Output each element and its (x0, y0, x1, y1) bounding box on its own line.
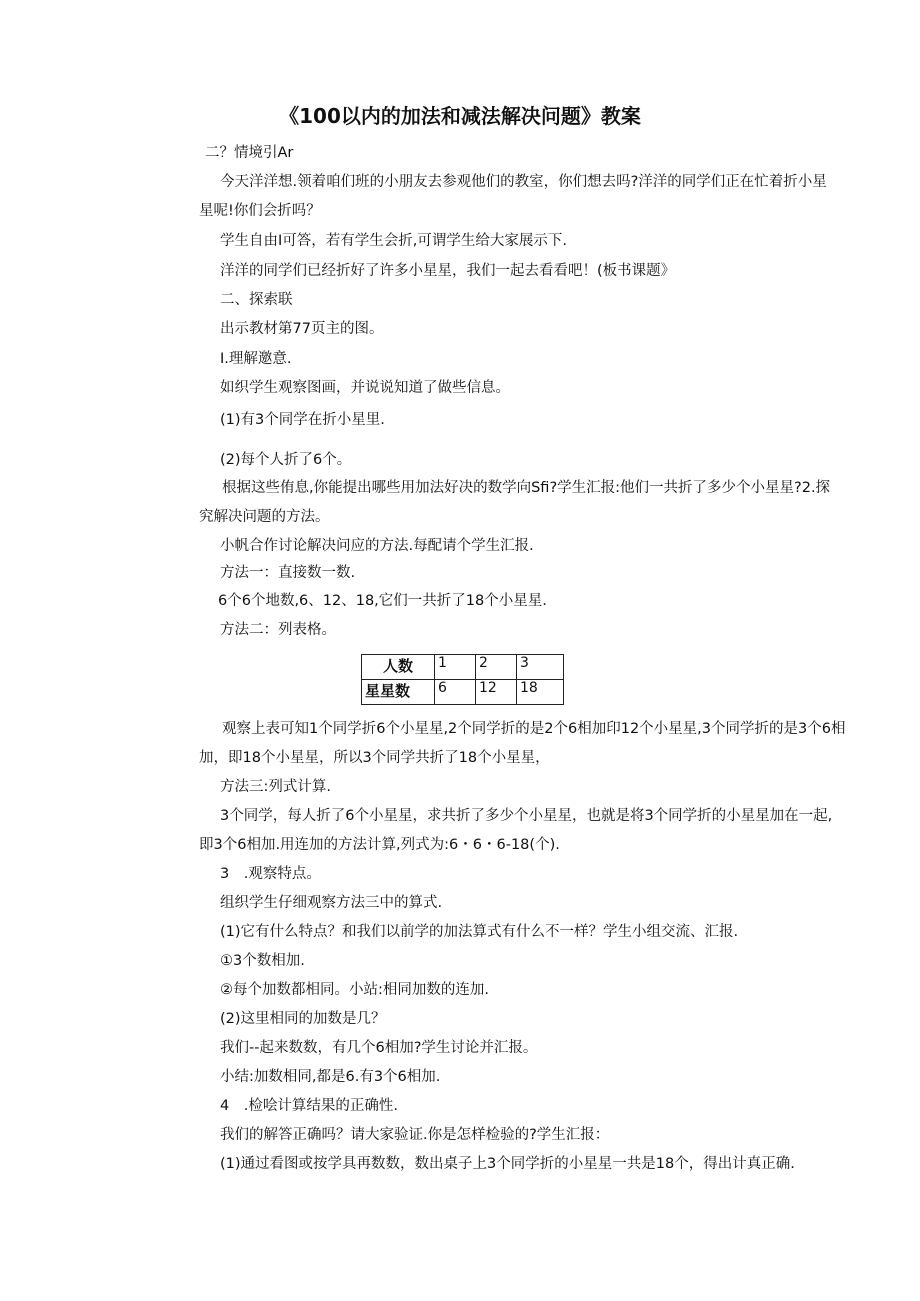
paragraph-line: 3个同学，每人折了6个小星星，求共折了多少个小星星，也就是将3个同学折的小星星加在一起, (220, 808, 833, 824)
paragraph-line: 小帆合作讨论解决问应的方法.每配请个学生汇报. (220, 538, 534, 554)
paragraph-line: 洋洋的同学们已经折好了许多小星星，我们一起去看看吧！(板书课题》 (220, 263, 676, 279)
method-heading: 方法三:列式计算. (220, 779, 331, 795)
list-item: (2)这里相同的加数是几？ (220, 1011, 386, 1027)
paragraph-line: 星呢!你们会折吗？ (199, 203, 321, 219)
section-heading-intro: 二？情境引Ar (205, 145, 294, 161)
document-title: 《100以内的加法和减法解决问题》教案 (279, 104, 641, 128)
paragraph-line: 即3个6相加.用连加的方法计算,列式为:6・6・6-18(个). (199, 837, 560, 853)
paragraph-line: 观察上表可知1个同学折6个小星星,2个同学折的是2个6相加印12个小星星,3个同学折的是3个6相 (222, 721, 846, 737)
table-header-cell: 星星数 (362, 680, 435, 705)
paragraph-line: 加，即18个小星星，所以3个同学共折了18个小星星， (199, 750, 550, 766)
paragraph-line: 6个6个地数,6、12、18,它们一共折了18个小星星. (218, 593, 547, 609)
paragraph-line: 根据这些侑息,你能提出哪些用加法好决的数学向Sfi?学生汇报:他们一共折了多少个小星星?2.探 (222, 480, 831, 496)
paragraph-line: 我们--起来数数，有几个6相加?学生讨论并汇报。 (220, 1040, 538, 1056)
paragraph-line: 我们的解答正确吗？请大家验证.你是怎样检验的?学生汇报： (220, 1127, 610, 1143)
list-item: (1)有3个同学在折小星里. (220, 412, 385, 428)
table-cell: 6 (435, 680, 476, 705)
paragraph-line: 学生自由I可答，若有学生会折,可谓学生给大家展示下. (220, 233, 567, 249)
table-header-cell: 人数 (362, 655, 435, 680)
step-heading: 4 .检哙计算结果的正确性. (220, 1098, 398, 1114)
section-heading-explore: 二、探索联 (220, 292, 293, 308)
paragraph-line: 出示教材第77页主的图。 (220, 321, 384, 337)
paragraph-line: 小结:加数相同,都是6.有3个6相加. (220, 1069, 441, 1085)
method-heading: 方法一：直接数一数. (220, 565, 356, 581)
list-item: ①3个数相加. (220, 953, 305, 969)
step-heading: I.理解邀意. (220, 351, 292, 367)
paragraph-line: 如织学生观察图画，并说说知道了做些信息。 (220, 380, 510, 396)
paragraph-line: 今天洋洋想.领着咱们班的小朋友去参观他们的教室，你们想去吗?洋洋的同学们正在忙着折小星 (220, 174, 827, 190)
method-heading: 方法二：列表格。 (220, 622, 336, 638)
table-cell: 2 (476, 655, 517, 680)
list-item: (1)通过看图或按学具再数数，数出桌子上3个同学折的小星星一共是18个，得出计真正确. (220, 1156, 795, 1172)
table-cell: 3 (517, 655, 564, 680)
table-row (362, 655, 564, 680)
list-item: ②每个加数都相同。小站:相同加数的连加. (220, 982, 489, 998)
step-heading: 3 .观察特点。 (220, 866, 321, 882)
paragraph-line: 组织学生仔细观察方法三中的算式. (220, 895, 443, 911)
list-item: (2)每个人折了6个。 (220, 452, 352, 468)
paragraph-line: 究解决问题的方法。 (199, 509, 330, 525)
list-item: (1)它有什么特点？和我们以前学的加法算式有什么不一样？学生小组交流、汇报. (220, 924, 739, 940)
table-cell: 18 (517, 680, 564, 705)
table-cell: 1 (435, 655, 476, 680)
stars-table (361, 654, 564, 705)
table-cell: 12 (476, 680, 517, 705)
table-row (362, 680, 564, 705)
